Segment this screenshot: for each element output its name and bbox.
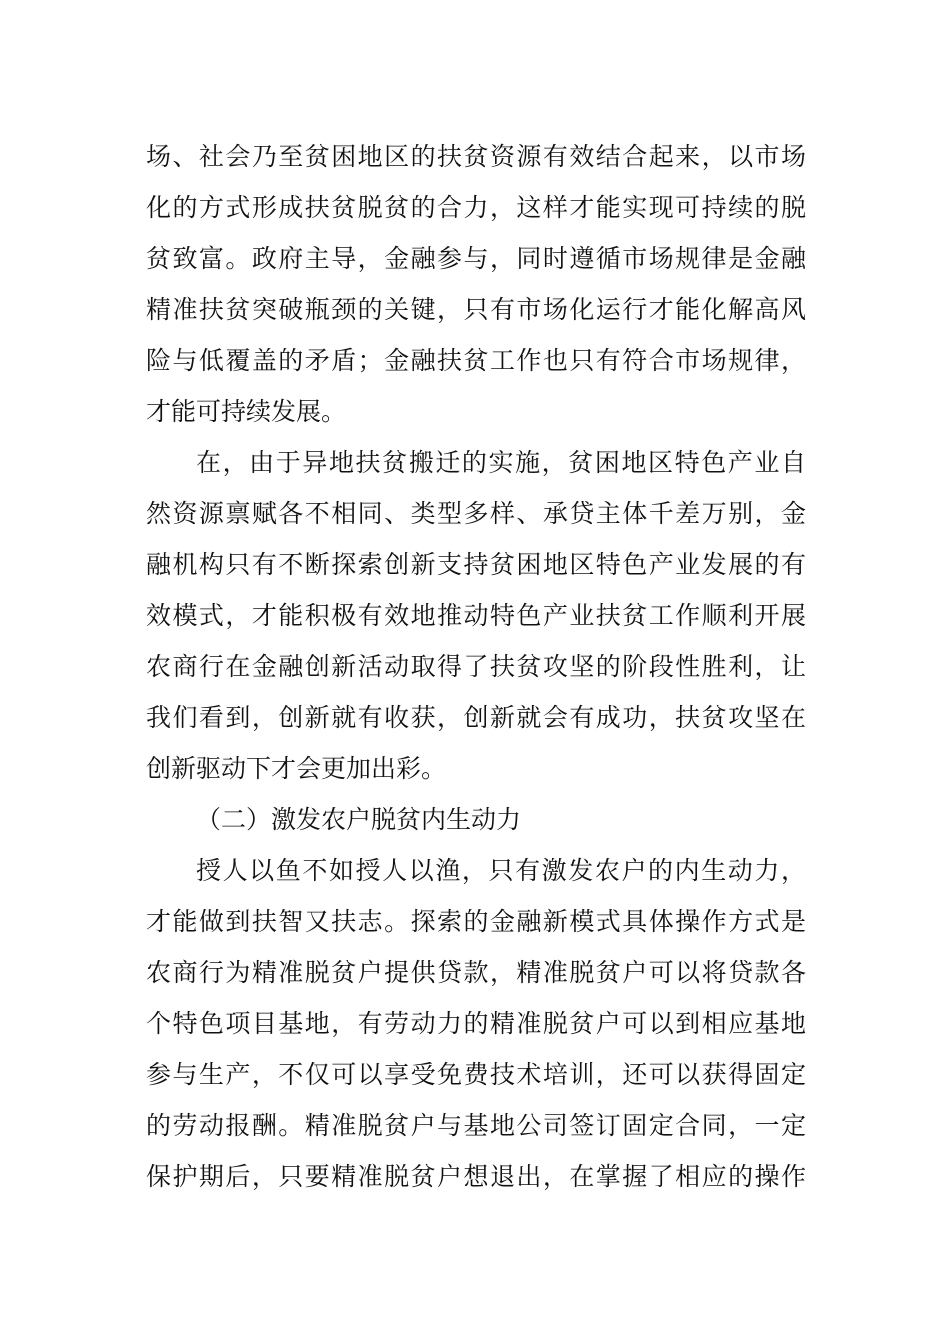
body-text bbox=[146, 131, 806, 1202]
text-line: 个特色项目基地，有劳动力的精准脱贫户可以到相应基地 bbox=[146, 1009, 806, 1038]
section-heading: （二）激发农户脱贫内生动力 bbox=[196, 805, 522, 834]
text-line: 才能做到扶智又扶志。探索的金融新模式具体操作方式是 bbox=[146, 907, 806, 936]
text-line: 农商行为精准脱贫户提供贷款，精准脱贫户可以将贷款各 bbox=[146, 958, 806, 987]
text-line: 贫致富。政府主导，金融参与，同时遵循市场规律是金融 bbox=[146, 244, 806, 273]
text-line: 融机构只有不断探索创新支持贫困地区特色产业发展的有 bbox=[146, 550, 806, 579]
text-line: 农商行在金融创新活动取得了扶贫攻坚的阶段性胜利，让 bbox=[146, 652, 806, 681]
text-line: 才能可持续发展。 bbox=[146, 397, 347, 426]
text-line: 效模式，才能积极有效地推动特色产业扶贫工作顺利开展 bbox=[146, 601, 806, 630]
text-line: 我们看到，创新就有收获，创新就会有成功，扶贫攻坚在 bbox=[146, 703, 806, 732]
text-line: 险与低覆盖的矛盾；金融扶贫工作也只有符合市场规律， bbox=[146, 346, 806, 375]
text-line: 参与生产，不仅可以享受免费技术培训，还可以获得固定 bbox=[146, 1060, 806, 1089]
text-line: 化的方式形成扶贫脱贫的合力，这样才能实现可持续的脱 bbox=[146, 193, 806, 222]
text-line: 的劳动报酬。精准脱贫户与基地公司签订固定合同，一定 bbox=[146, 1111, 806, 1140]
text-line: 然资源禀赋各不相同、类型多样、承贷主体千差万别，金 bbox=[146, 499, 806, 528]
paragraph-first-line: 在，由于异地扶贫搬迁的实施，贫困地区特色产业自 bbox=[196, 448, 806, 477]
paragraph-first-line: 授人以鱼不如授人以渔，只有激发农户的内生动力， bbox=[196, 856, 806, 885]
text-line: 创新驱动下才会更加出彩。 bbox=[146, 754, 447, 783]
text-line: 保护期后，只要精准脱贫户想退出，在掌握了相应的操作 bbox=[146, 1162, 806, 1191]
text-line: 场、社会乃至贫困地区的扶贫资源有效结合起来，以市场 bbox=[146, 142, 806, 171]
text-line: 精准扶贫突破瓶颈的关键，只有市场化运行才能化解高风 bbox=[146, 295, 806, 324]
